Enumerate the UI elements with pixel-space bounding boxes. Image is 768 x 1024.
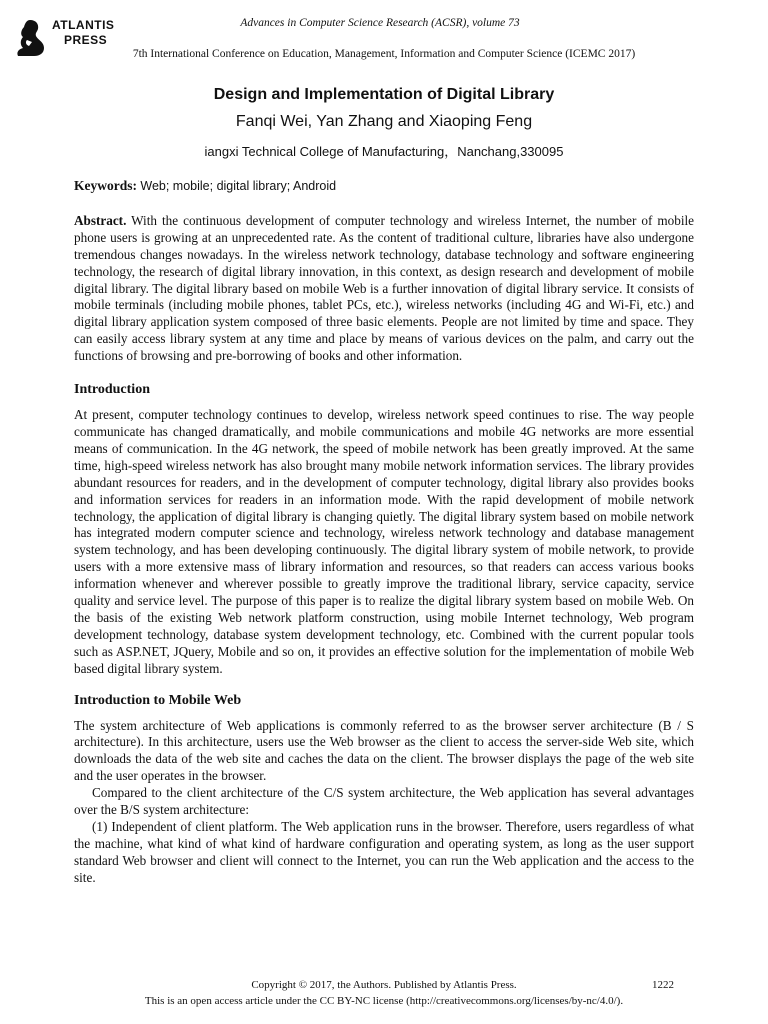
publisher-name — [52, 18, 114, 48]
mobile-web-paragraph-2: Compared to the client architecture of the C/S system architecture, the Web application has several advantages over the B/S system architecture: — [74, 785, 694, 818]
publisher-name-line1: ATLANTIS — [52, 18, 115, 32]
section-mobile-web — [74, 692, 694, 887]
paper-body — [74, 178, 694, 901]
section-heading-introduction: Introduction — [74, 382, 150, 398]
license-notice: This is an open access article under the CC BY-NC license (http://creativecommons.org/licenses/by-nc/4.0/). — [144, 995, 624, 1007]
keywords — [74, 178, 694, 195]
mobile-web-paragraph-1: The system architecture of Web applications is commonly referred to as the browser server architecture (B / S architecture). In this architecture, users use the Web browser as the client to access the server-side Web site, which downloads the data of the web site and caches the data on the client. The browser displays the page of the web site and the user operates in the browser. — [74, 717, 694, 784]
keywords-text: Web; mobile; digital library; Android — [140, 179, 337, 193]
introduction-paragraph: At present, computer technology continues to develop, wireless network speed continues to rise. The way people communicate has changed dramatically, and mobile communications and mobile 4G networks are more essential means of communication. In the 4G network, the speed of mobile network has been greatly improved. At the same time, high-speed wireless network has also brought many mobile network information services. The library provides abundant resources for readers, and in the development of computer technology, digital library also provides books and information services for readers in an information mode. With the rapid development of mobile network technology, the application of digital library is changing quietly. The digital library system based on mobile network has integrated modern computer science and technology, wireless network technology and database management system technology, and has been developing continuously. The digital library system of mobile network, to provide users with a more extensive mass of library information and resources, so that readers can access various books information whenever and wherever possible to greatly improve the traditional library, service capacity, service quality and service level. The purpose of this paper is to realize the digital library system based on mobile Web. On the basis of the existing Web network platform construction, using mobile Internet technology, Web program development technology, database system development technology, etc. Combined with the current popular tools such as ASP.NET, JQuery, Mobile and so on, it provides an effective solution for the implementation of mobile Web based digital library system. — [74, 407, 694, 676]
section-heading-mobile-web: Introduction to Mobile Web — [74, 692, 242, 708]
page-number: 1222 — [652, 979, 674, 991]
abstract — [74, 213, 694, 365]
paper-affiliation: iangxi Technical College of Manufacturing，Nanchang,330095 — [204, 144, 564, 159]
keywords-label: Keywords: — [74, 178, 137, 193]
publisher-name-line2: PRESS — [64, 33, 108, 47]
paper-title: Design and Implementation of Digital Library — [213, 86, 555, 103]
journal-header: Advances in Computer Science Research (ACSR), volume 73 — [240, 17, 520, 29]
abstract-text: With the continuous development of computer technology and wireless Internet, the number of mobile phone users is growing at an unprecedented rate. As the content of traditional culture, libraries have also undergone tremendous changes nowadays. In the wireless network technology, database technology and software engineering technology, the research of digital library innovation, in this context, as design research and development of mobile digital library. The digital library based on mobile Web is a further innovation of digital library service. It consists of mobile terminals (including mobile phones, tablet PCs, etc.), wireless networks (including 4G and Wi-Fi, etc.) and digital library application system composed of three basic elements. People are not limited by time and space. They can easily access library system at any time and place by means of various devices on the palm, and carry out the functions of browsing and pre-borrowing of books and other information. — [74, 212, 694, 364]
mobile-web-paragraph-3: (1) Independent of client platform. The Web application runs in the browser. Therefore, users regardless of what the machine, what kind of what kind of hardware configuration and operating system, as long as the user support standard Web browser and client will connect to the Internet, you can run the Web application and the access to the site. — [74, 819, 694, 885]
section-introduction — [74, 381, 694, 678]
conference-header: 7th International Conference on Education, Management, Information and Computer Science (ICEMC 2017) — [132, 48, 636, 60]
abstract-label: Abstract. — [74, 212, 127, 228]
thinker-icon — [14, 18, 48, 58]
copyright-notice: Copyright © 2017, the Authors. Published by Atlantis Press. — [251, 979, 517, 991]
paper-authors: Fanqi Wei, Yan Zhang and Xiaoping Feng — [235, 113, 533, 130]
